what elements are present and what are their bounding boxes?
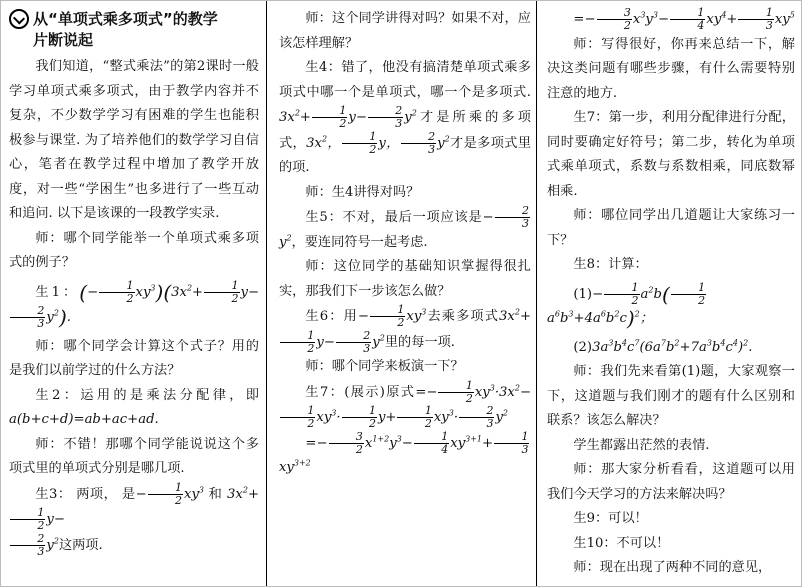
paragraph-intro: 我们知道，“整式乘法”的第2课时一般学习单项式乘多项式，由于教学内容并不复杂，不少数学学习有困难的学生也能积极参与课堂. 为了培养他们的数学学习自信心，笔者在教学过程中增加了教学开放度，对一些“学困生”也多进行了一些互动和追问. 以下是该课的一段教学实录. [9, 59, 259, 221]
paragraph-teacher-10: 师：我们先来看第(1)题，大家观察一下，这道题与我们刚才的题有什么区别和联系？该怎么解决？ [547, 364, 795, 428]
check-circle-icon [9, 9, 29, 29]
paragraph-teacher-6: 师：这位同学的基础知识掌握得很扎实，那我们下一步该怎么做？ [279, 259, 531, 299]
paragraph-student-1 [9, 280, 259, 331]
title-line-1: 从“单项式乘多项式”的教学 [33, 10, 218, 28]
paragraph-teacher-11: 师：那大家分析看看，这道题可以用我们今天学习的方法来解决吗？ [547, 462, 795, 502]
paragraph-student-5: 生5：不对，最后一项应该是− $\frac{2}{3}$ $y^2$，要连同符号一起考虑. [279, 204, 529, 250]
exercise-1: (1)− $\frac{1}{2}$ $a^2b$( $\frac{1}{2}$ $a^6b^3+4a^6b^2c)^2$； [547, 280, 706, 331]
paragraph-teacher-2: 师：哪个同学会计算这个式子？用的是我们以前学过的什么方法？ [9, 338, 259, 378]
math-expression: (− $\frac{1}{2}$ $xy^3)(3x^2+$ $\frac{1}{2}$ y− $\frac{2}{3}$ $y^2$). [9, 285, 259, 326]
speaker-label: 生1： [35, 284, 80, 300]
paragraph-student-6: 生6：用− $\frac{1}{2}$ $xy^3$去乘多项式$3x^2+$ $\frac{1}{2}$ y− $\frac{2}{3}$ $y^2$里的每一项. [279, 304, 531, 355]
paragraph-teacher-3: 师：不错！那哪个同学能说说这个多项式里的单项式分别是哪几项. [9, 436, 259, 476]
paragraph-teacher-9: 师：哪位同学出几道题让大家练习一下？ [547, 208, 795, 248]
paragraph-student-8: 生8：计算： [573, 257, 648, 272]
paragraph-teacher-8: 师：写得很好，你再来总结一下，解决这类问题有哪些步骤，有什么需要特别注意的地方. [547, 36, 795, 101]
paragraph-student-2: 生2：运用的是乘法分配律，即a(b+c+d)=ab+ac+ad. [9, 387, 259, 427]
column-1 [9, 7, 259, 586]
paragraph-student-3: 生3： 两项， 是− $\frac{1}{2}$ $xy^3$ 和 $3x^2+$ $\frac{1}{2}$ y− $\frac{2}{3}$ $y^2$这两项. [9, 482, 259, 559]
paragraph-teacher-4: 师：这个同学讲得对吗？如果不对，应该怎样理解？ [279, 11, 531, 51]
equation-result: =− $\frac{3}{2}$ $x^3y^3-$ $\frac{1}{4}$ $xy^4+$ $\frac{1}{3}$ $xy^5$ [573, 6, 795, 32]
paragraph-student-9: 生9：可以！ [573, 511, 648, 526]
column-divider [536, 1, 537, 586]
title-line-2: 片断说起 [33, 31, 94, 49]
column-2 [279, 7, 531, 586]
equation-line: =− $\frac{3}{2}$ $x^{1+2}y^3-$ $\frac{1}{4}$ $xy^{3+1}+$ $\frac{1}{3}$ $xy^{3+2}$ [279, 429, 529, 475]
paragraph-student-7b: 生7：第一步，利用分配律进行分配，同时要确定好符号；第二步，转化为单项式乘单项式，系数与系数相乘，同底数幂相乘. [547, 110, 795, 199]
paragraph-teacher-7: 师：哪个同学来板演一下？ [305, 359, 464, 374]
exercise-2: $(2)3a^3b^4c^7(6a^7b^2+7a^3b^4c^4)^2$. [573, 338, 753, 355]
column-divider [266, 1, 267, 586]
paragraph-teacher-1: 师：哪个同学能举一个单项式乘多项式的例子？ [9, 230, 259, 270]
article-title [9, 9, 259, 51]
paragraph-student-4: 生4：错了，他没有搞清楚单项式乘多项式中哪一个是单项式，哪一个是多项式. $3x^2+$ $\frac{1}{2}$ y− $\frac{2}{3}$ $y^2$才是所乘的多项式，$3x^2$， $\frac{1}{2}$ y， $\frac{2}{3}$ $y^2$才是多项式里的项. [279, 60, 532, 175]
paragraph-student-10: 生10：不可以！ [573, 535, 670, 551]
paragraph-student-7: 生7：(展示)原式=− $\frac{1}{2}$ $xy^3\cdot 3x^2-$ $\frac{1}{2}$ $xy^3\cdot$ $\frac{1}{2}$ y+ $\frac{1}{2}$ $xy^3\cdot$ $\frac{2}{3}$ $y^2$ [279, 380, 531, 431]
paragraph-teacher-12: 师：现在出现了两种不同的意见， [573, 560, 772, 575]
paragraph-teacher-5: 师：生4讲得对吗？ [305, 184, 420, 200]
paragraph-narration: 学生都露出茫然的表情. [573, 437, 710, 453]
column-3 [547, 7, 795, 586]
